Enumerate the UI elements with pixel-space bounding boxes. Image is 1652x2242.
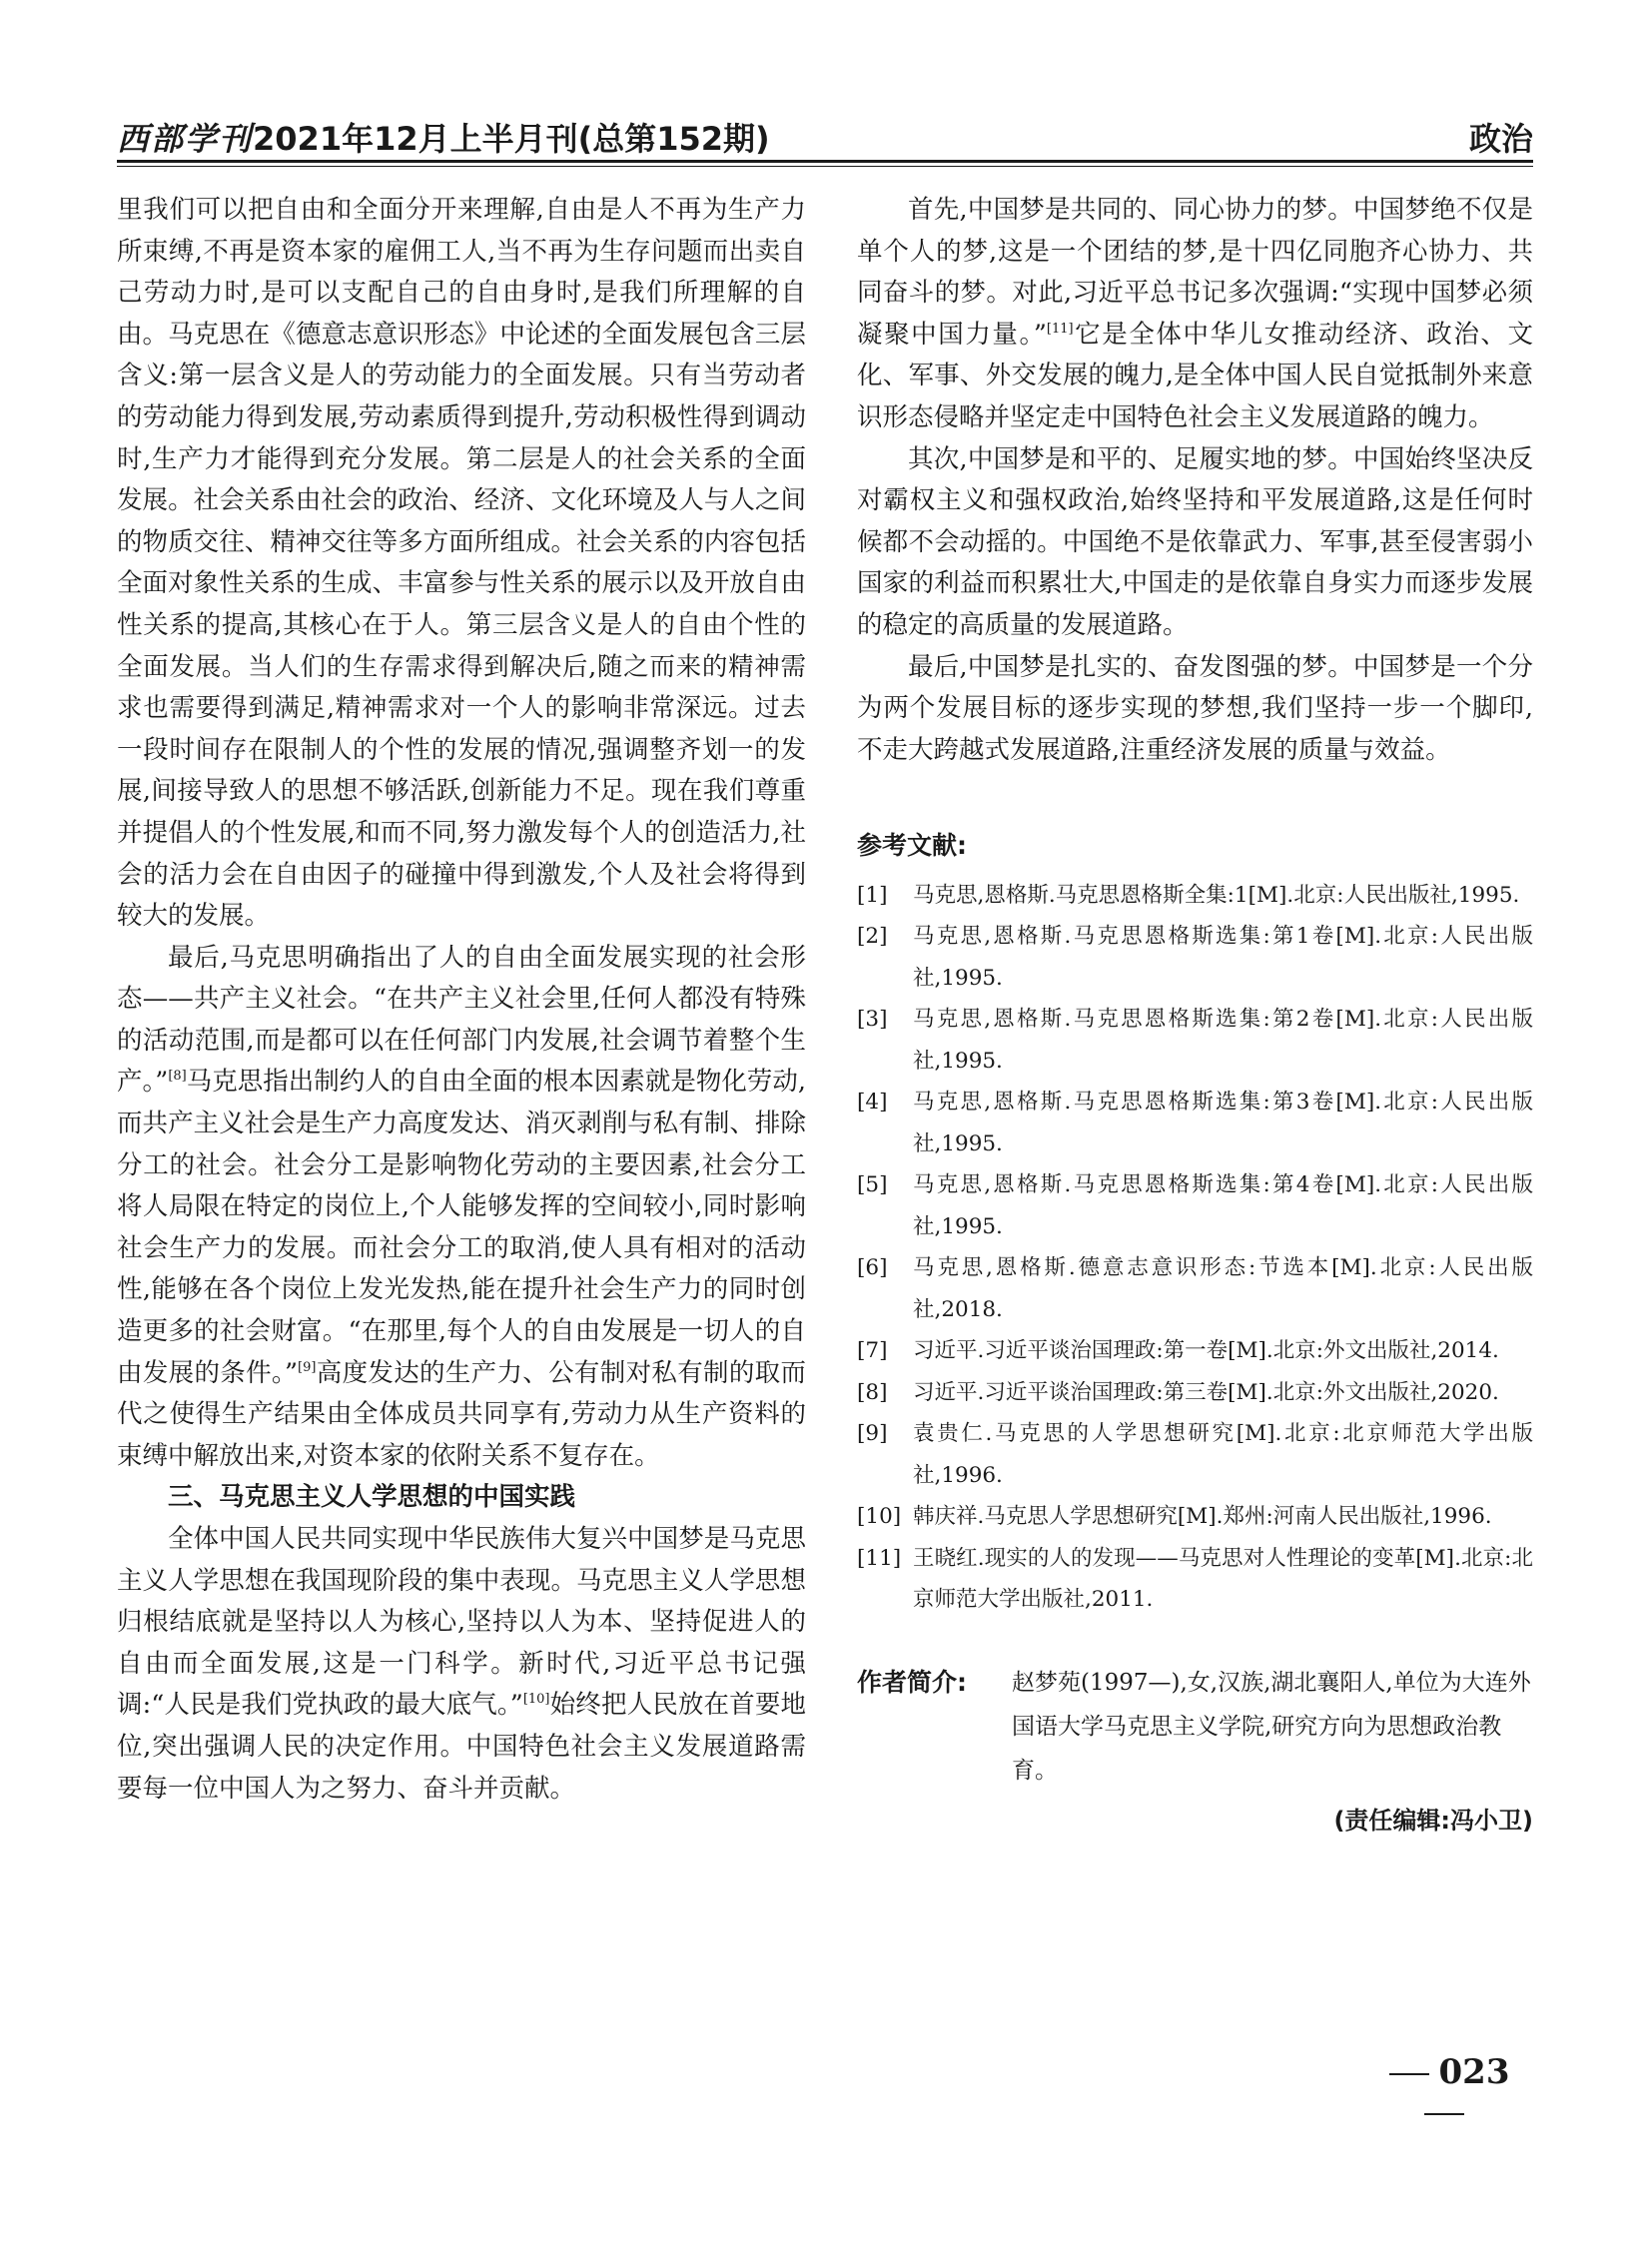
text-run: 马克思指出制约人的自由全面的根本因素就是物化劳动,而共产主义社会是生产力高度发达、消灭剥削与私有制、排除分工的社会。社会分工是影响物化劳动的主要因素,社会分工将人局限在特定的岗位上,个人能够发挥的空间较小,同时影响社会生产力的发展。而社会分工的取消,使人具有相对的活动性,能够在各个岗位上发光发热,能在提升社会生产力的同时创造更多的社会财富。“在那里,每个人的自由发展是一切人的自由发展的条件。”: [117, 1067, 807, 1388]
author-bio-label: 作者简介:: [857, 1667, 967, 1697]
body-paragraph: 最后,中国梦是扎实的、奋发图强的梦。中国梦是一个分为两个发展目标的逐步实现的梦想,我们坚持一步一个脚印,不走大跨越式发展道路,注重经济发展的质量与效益。: [857, 651, 1533, 765]
reference-number: [4]: [857, 1090, 888, 1116]
page-number: [1350, 2052, 1538, 2092]
text-run: 首先,中国梦是共同的、同心协力的梦。中国梦绝不仅是单个人的梦,这是一个团结的梦,是十四亿同胞齐心协力、共同奋斗的梦。对此,习近平总书记多次强调:“实现中国梦必须凝聚中国力量。”: [857, 195, 1533, 350]
body-paragraph: 其次,中国梦是和平的、足履实地的梦。中国始终坚决反对霸权主义和强权政治,始终坚持和平发展道路,这是任何时候都不会动摇的。中国绝不是依靠武力、军事,甚至侵害弱小国家的利益而积累壮大,中国走的是依靠自身实力而逐步发展的稳定的高质量的发展道路。: [857, 443, 1533, 640]
body-paragraph: [857, 190, 1533, 439]
reference-number: [8]: [857, 1379, 888, 1405]
header-rule: [117, 160, 1533, 163]
author-bio: [857, 1661, 1533, 1793]
text-run: 高度发达的生产力、公有制对私有制的取而代之使得生产结果由全体成员共同享有,劳动力从生产资料的束缚中解放出来,对资本家的依附关系不复存在。: [117, 1357, 806, 1471]
reference-text: 王晓红.现实的人的发现——马克思对人性理论的变革[M].北京:北京师范大学出版社,2011.: [913, 1545, 1533, 1613]
reference-item: [857, 1538, 1533, 1621]
body-paragraph: [117, 938, 806, 1478]
text-run: 它是全体中华儿女推动经济、政治、文化、军事、外交发展的魄力,是全体中国人民自觉抵制外来意识形态侵略并坚定走中国特色社会主义发展道路的魄力。: [857, 319, 1533, 432]
reference-item: [857, 875, 1533, 917]
reference-number: [10]: [857, 1504, 902, 1530]
text-run: 始终把人民放在首要地位,突出强调人民的决定作用。中国特色社会主义发展道路需要每一位中国人为之努力、奋斗并贡献。: [117, 1690, 806, 1804]
reference-text: 韩庆祥.马克思人学思想研究[M].郑州:河南人民出版社,1996.: [913, 1504, 1492, 1530]
citation-marker: [10]: [522, 1692, 550, 1708]
right-column: [857, 190, 1533, 1843]
reference-number: [1]: [857, 882, 888, 908]
reference-text: 马克思,恩格斯.马克思恩格斯选集:第4卷[M].北京:人民出版社,1995.: [913, 1172, 1533, 1239]
left-column: [117, 190, 806, 1810]
citation-marker: [8]: [168, 1069, 187, 1085]
citation-marker: [9]: [298, 1359, 317, 1375]
page-number-text: 023: [1438, 2052, 1510, 2092]
references-title: 参考文献:: [857, 831, 967, 861]
citation-marker: [11]: [1046, 321, 1074, 337]
reference-text: 马克思,恩格斯.马克思恩格斯全集:1[M].北京:人民出版社,1995.: [913, 882, 1520, 908]
text-run: 全体中国人民共同实现中华民族伟大复兴中国梦是马克思主义人学思想在我国现阶段的集中表现。马克思主义人学思想归根结底就是坚持以人为核心,坚持以人为本、坚持促进人的自由而全面发展,这是一门科学。新时代,习近平总书记强调:“人民是我们党执政的最大底气。”: [117, 1524, 806, 1721]
journal-name: 西部学刊: [117, 120, 254, 158]
reference-text: 习近平.习近平谈治国理政:第三卷[M].北京:外文出版社,2020.: [913, 1379, 1499, 1405]
reference-item: [857, 1413, 1533, 1496]
reference-number: [2]: [857, 924, 888, 950]
text-run: 最后,马克思明确指出了人的自由全面发展实现的社会形态——共产主义社会。“在共产主义社会里,任何人都没有特殊的活动范围,而是都可以在任何部门内发展,社会调节着整个生产。”: [117, 942, 806, 1098]
reference-item: [857, 999, 1533, 1082]
reference-item: [857, 1247, 1533, 1330]
page-number-dash: [1389, 2073, 1429, 2075]
reference-item: [857, 1330, 1533, 1372]
references-list: [857, 875, 1533, 1621]
reference-text: 马克思,恩格斯.马克思恩格斯选集:第1卷[M].北京:人民出版社,1995.: [913, 924, 1533, 991]
section-heading: 三、马克思主义人学思想的中国实践: [168, 1482, 576, 1513]
reference-item: [857, 1082, 1533, 1164]
reference-number: [7]: [857, 1338, 888, 1364]
header-left: [117, 114, 770, 160]
reference-item: [857, 1164, 1533, 1247]
reference-number: [11]: [857, 1545, 902, 1571]
reference-number: [6]: [857, 1255, 888, 1281]
running-header: [117, 108, 1533, 166]
reference-item: [857, 1496, 1533, 1538]
body-paragraph: 里我们可以把自由和全面分开来理解,自由是人不再为生产力所束缚,不再是资本家的雇佣工人,当不再为生存问题而出卖自己劳动力时,是可以支配自己的自由身时,是我们所理解的自由。马克思在《德意志意识形态》中论述的全面发展包含三层含义:第一层含义是人的劳动能力的全面发展。只有当劳动者的劳动能力得到发展,劳动素质得到提升,劳动积极性得到调动时,生产力才能得到充分发展。第二层是人的社会关系的全面发展。社会关系由社会的政治、经济、文化环境及人与人之间的物质交往、精神交往等多方面所组成。社会关系的内容包括全面对象性关系的生成、丰富参与性关系的展示以及开放自由性关系的提高,其核心在于人。第三层含义是人的自由个性的全面发展。当人们的生存需求得到解决后,随之而来的精神需求也需要得到满足,精神需求对一个人的影响非常深远。过去一段时间存在限制人的个性的发展的情况,强调整齐划一的发展,间接导致人的思想不够活跃,创新能力不足。现在我们尊重并提倡人的个性发展,和而不同,努力激发每个人的创造活力,社会的活力会在自由因子的碰撞中得到激发,个人及社会将得到较大的发展。: [117, 195, 806, 932]
reference-item: [857, 916, 1533, 999]
issue-info: 2021年12月上半月刊(总第152期): [253, 120, 770, 158]
reference-number: [9]: [857, 1421, 888, 1447]
author-bio-text: 赵梦苑(1997—),女,汉族,湖北襄阳人,单位为大连外国语大学马克思主义学院,研究方向为思想政治教育。: [1012, 1669, 1531, 1784]
reference-text: 马克思,恩格斯.马克思恩格斯选集:第3卷[M].北京:人民出版社,1995.: [913, 1090, 1533, 1156]
section-name: 政治: [1468, 120, 1533, 158]
reference-item: [857, 1372, 1533, 1414]
responsible-editor: (责任编辑:冯小卫): [1333, 1806, 1533, 1835]
header-rule-thin: [117, 166, 1533, 167]
reference-text: 马克思,恩格斯.德意志意识形态:节选本[M].北京:人民出版社,2018.: [913, 1255, 1533, 1322]
reference-number: [5]: [857, 1172, 888, 1198]
reference-text: 习近平.习近平谈治国理政:第一卷[M].北京:外文出版社,2014.: [913, 1338, 1499, 1364]
page-number-dash: [1424, 2113, 1464, 2115]
reference-number: [3]: [857, 1007, 888, 1033]
reference-text: 马克思,恩格斯.马克思恩格斯选集:第2卷[M].北京:人民出版社,1995.: [913, 1007, 1533, 1074]
reference-text: 袁贵仁.马克思的人学思想研究[M].北京:北京师范大学出版社,1996.: [913, 1421, 1533, 1488]
body-paragraph: [117, 1519, 806, 1810]
